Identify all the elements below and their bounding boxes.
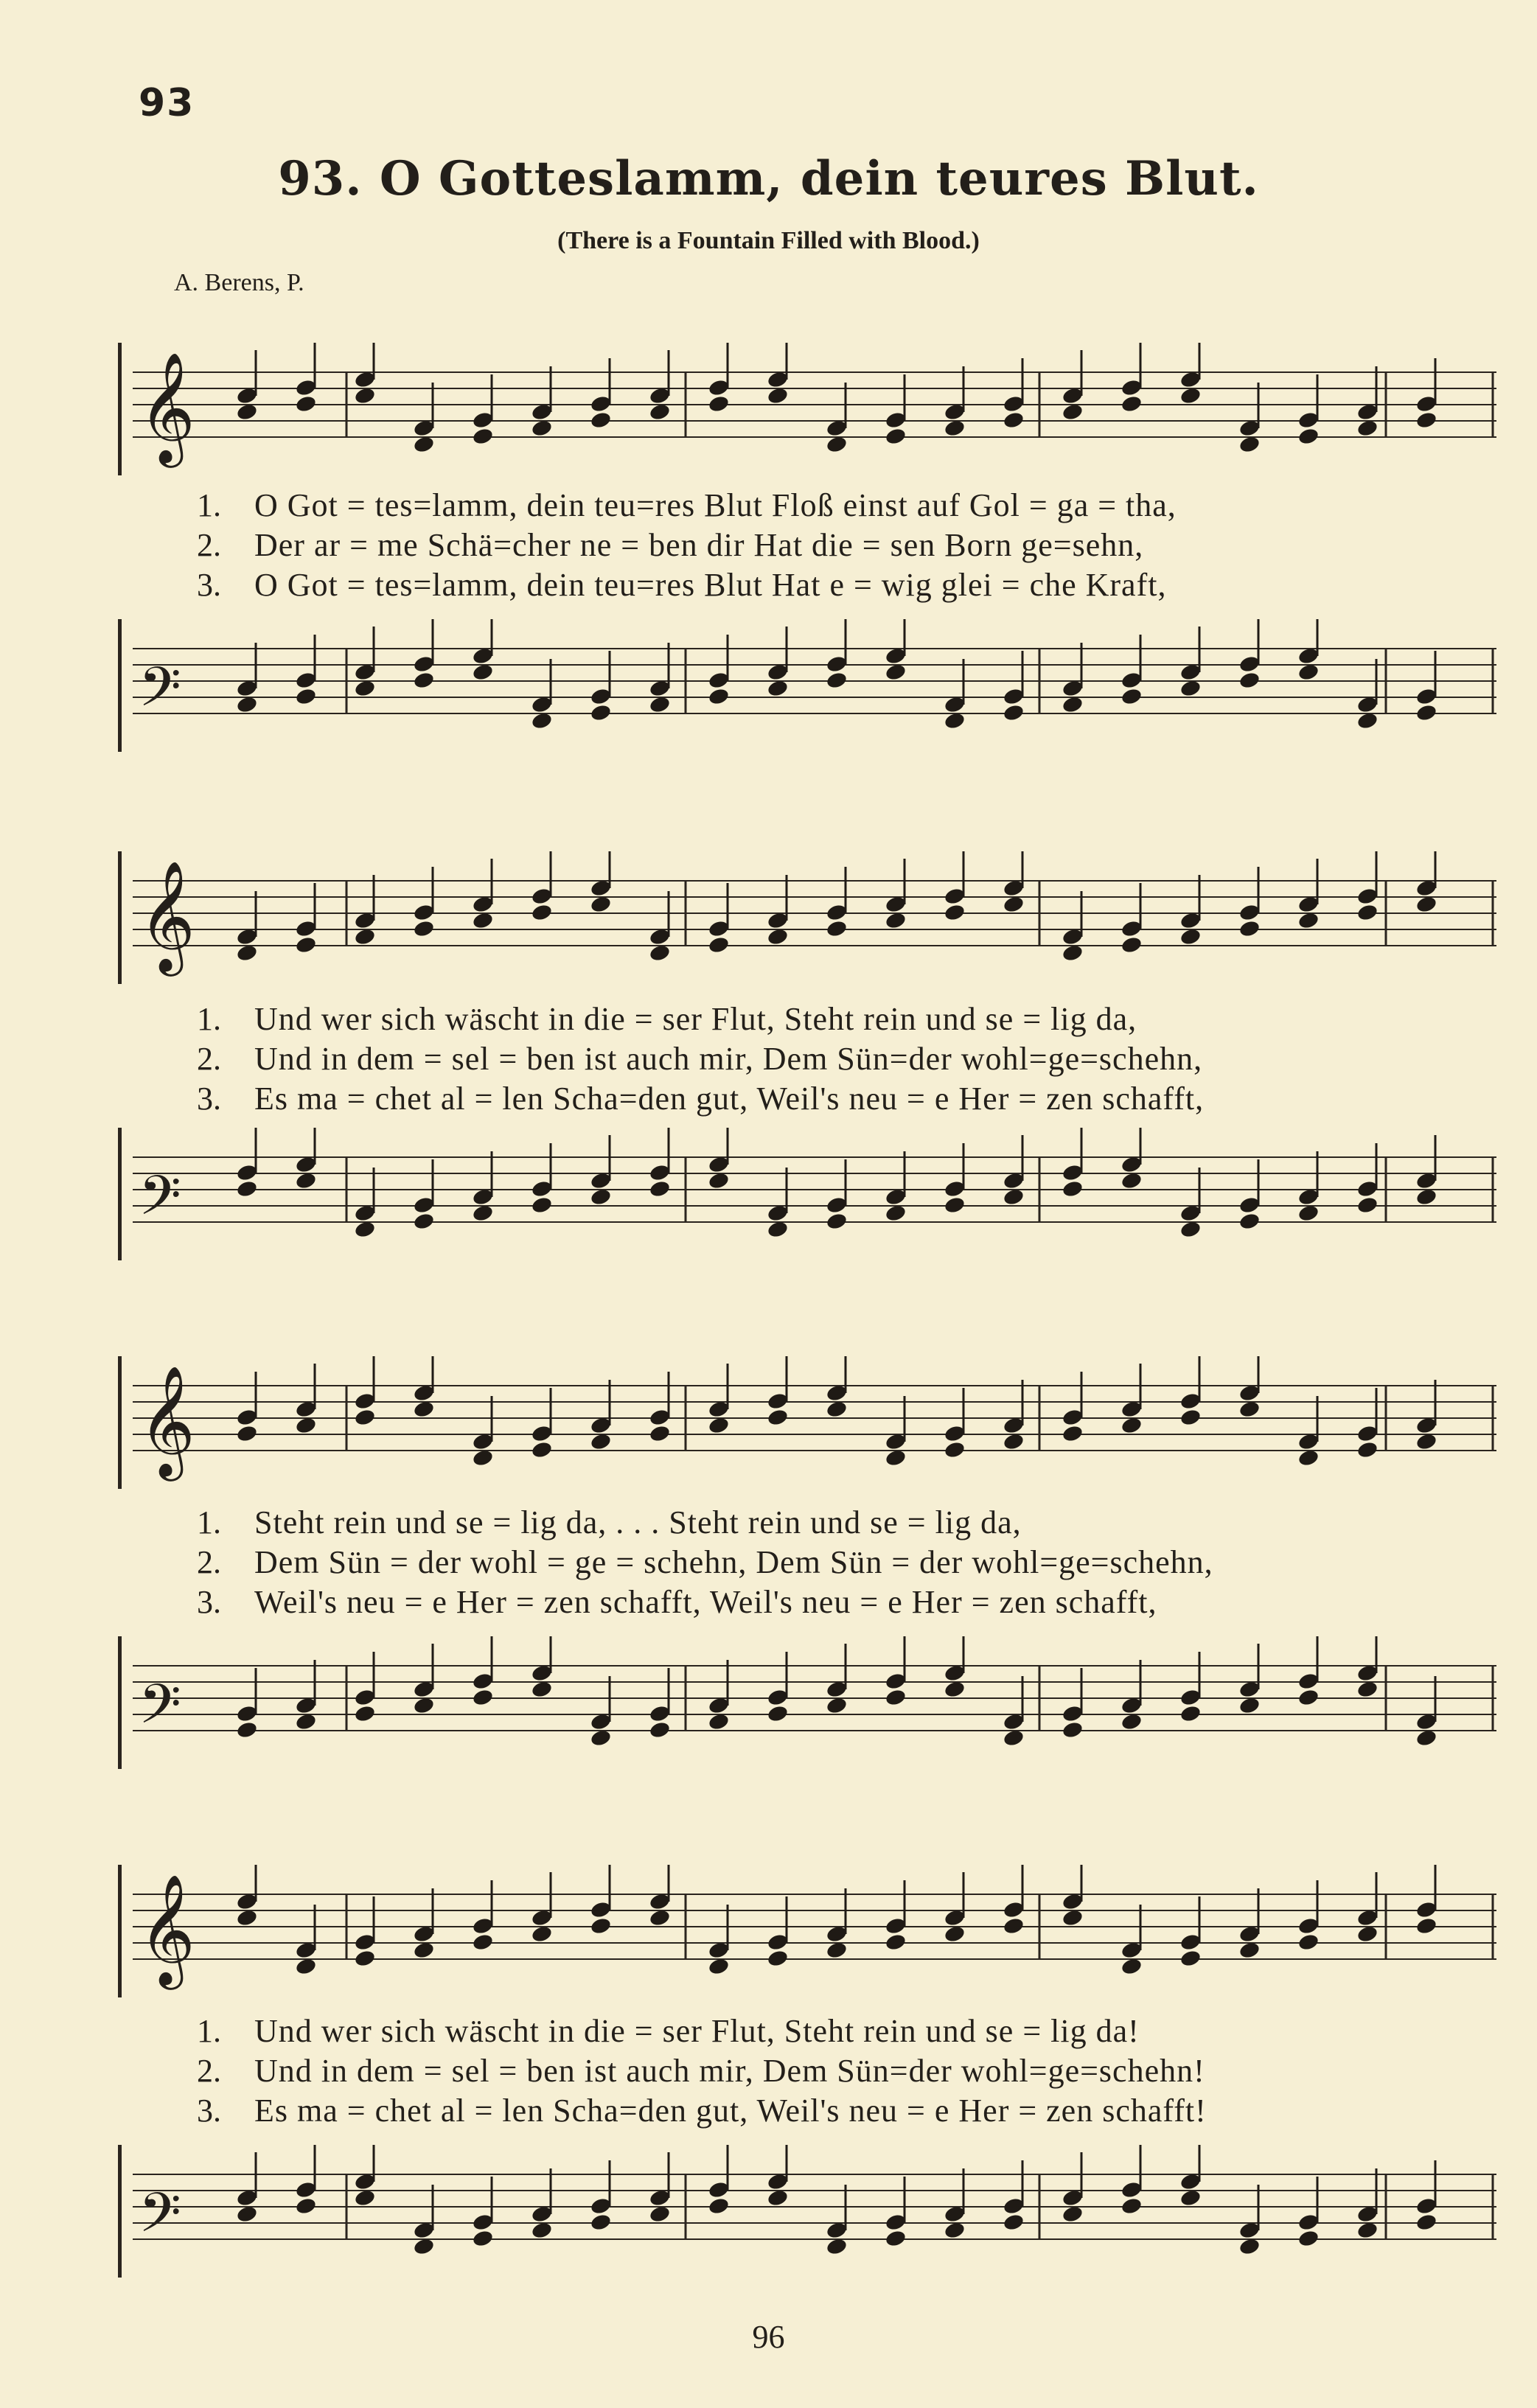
note-head [1179, 1704, 1202, 1723]
note-head [472, 1688, 495, 1707]
verse-number: 1. [197, 1504, 221, 1540]
note-head [472, 1933, 495, 1952]
verse-text: Und in dem = sel = ben ist auch mir, Dem Sün=der wohl=ge=schehn! [254, 2053, 1205, 2089]
note-head [590, 1916, 613, 1936]
note-head [236, 1424, 259, 1443]
footer-page-number: 96 [752, 2319, 785, 2355]
note-head [826, 919, 848, 938]
note-head [1003, 411, 1025, 430]
verse-text: Und wer sich wäscht in die = ser Flut, Steht rein und se = lig da, [254, 1001, 1137, 1037]
note-head [944, 1196, 966, 1215]
treble-staff [118, 851, 1504, 984]
note-head [354, 1704, 377, 1723]
note-head [1356, 1196, 1379, 1215]
note-head [472, 2229, 495, 2248]
verse-number: 3. [197, 2093, 221, 2129]
note-head [413, 919, 436, 938]
note-head [767, 1949, 790, 1968]
verse-text: O Got = tes=lamm, dein teu=res Blut Hat e = wig glei = che Kraft, [254, 567, 1167, 603]
note-head [1120, 687, 1143, 706]
verse-text: Weil's neu = e Her = zen schafft, Weil's neu = e Her = zen schafft, [254, 1584, 1157, 1620]
note-head [1415, 703, 1438, 722]
note-head [1179, 1408, 1202, 1427]
note-head [1238, 671, 1261, 690]
note-head [1356, 1440, 1379, 1459]
verse-text: Es ma = chet al = len Scha=den gut, Weil's neu = e Her = zen schafft, [254, 1081, 1205, 1117]
treble-staff [118, 1356, 1504, 1489]
music-system-3 [118, 1327, 1504, 1776]
treble-clef-icon: 𝄞 [139, 1873, 195, 1985]
note-head [944, 1440, 966, 1459]
verse-text: Und in dem = sel = ben ist auch mir, Dem Sün=der wohl=ge=schehn, [254, 1041, 1203, 1077]
music-system-4 [118, 1835, 1504, 2292]
verse-number: 3. [197, 1081, 221, 1117]
note-head [826, 671, 848, 690]
bass-staff [118, 619, 1504, 752]
treble-staff [118, 1865, 1504, 1997]
verse-number: 3. [197, 567, 221, 603]
bass-staff [118, 1636, 1504, 1769]
hymn-title: 93. O Gotteslamm, dein teures Blut. [278, 151, 1259, 206]
verse-number: 2. [197, 1544, 221, 1580]
page-number: 93 [139, 81, 195, 125]
note-head [295, 687, 318, 706]
note-head [295, 394, 318, 413]
note-head [236, 1720, 259, 1739]
note-head [708, 394, 731, 413]
bass-clef-icon: 𝄢 [139, 1164, 181, 1241]
note-head [590, 703, 613, 722]
note-head [1003, 2213, 1025, 2232]
verse-number: 1. [197, 1001, 221, 1037]
note-head [708, 2196, 731, 2216]
note-head [472, 427, 495, 446]
verse-text: Es ma = chet al = len Scha=den gut, Weil's neu = e Her = zen schafft! [254, 2093, 1207, 2129]
composer-credit: A. Berens, P. [174, 269, 304, 296]
verse-text: Und wer sich wäscht in die = ser Flut, Steht rein und se = lig da! [254, 2013, 1140, 2049]
bass-clef-icon: 𝄢 [139, 1672, 181, 1750]
note-head [531, 1440, 554, 1459]
note-head [413, 671, 436, 690]
note-head [590, 2213, 613, 2232]
note-head [885, 2229, 907, 2248]
verse-number: 1. [197, 487, 221, 523]
verse-number: 2. [197, 527, 221, 563]
note-head [1238, 919, 1261, 938]
note-head [885, 1688, 907, 1707]
verse-number: 2. [197, 2053, 221, 2089]
note-head [1415, 2213, 1438, 2232]
note-head [708, 687, 731, 706]
note-head [1003, 1916, 1025, 1936]
note-head [413, 1212, 436, 1231]
note-head [1297, 1933, 1320, 1952]
verse-text: Der ar = me Schä=cher ne = ben dir Hat die = sen Born ge=sehn, [254, 527, 1144, 563]
hymn-subtitle: (There is a Fountain Filled with Blood.) [557, 227, 980, 254]
note-head [1003, 703, 1025, 722]
note-head [295, 2196, 318, 2216]
note-head [236, 1179, 259, 1198]
music-system-1 [118, 313, 1504, 763]
note-head [1297, 1688, 1320, 1707]
note-head [885, 1933, 907, 1952]
note-head [1179, 1949, 1202, 1968]
note-head [885, 427, 907, 446]
treble-clef-icon: 𝄞 [139, 859, 195, 971]
note-head [649, 1720, 672, 1739]
verse-text: Steht rein und se = lig da, . . . Steht rein und se = lig da, [254, 1504, 1022, 1540]
note-head [1062, 1179, 1084, 1198]
note-head [649, 1424, 672, 1443]
treble-staff [118, 343, 1504, 475]
verse-text: O Got = tes=lamm, dein teu=res Blut Floß einst auf Gol = ga = tha, [254, 487, 1177, 523]
bass-clef-icon: 𝄢 [139, 2181, 181, 2258]
note-head [354, 1949, 377, 1968]
note-head [826, 1212, 848, 1231]
note-head [767, 1704, 790, 1723]
bass-staff [118, 1128, 1504, 1260]
note-head [590, 411, 613, 430]
note-head [1415, 1916, 1438, 1936]
treble-clef-icon: 𝄞 [139, 1364, 195, 1476]
note-head [295, 935, 318, 955]
bass-clef-icon: 𝄢 [139, 655, 181, 733]
note-head [1297, 2229, 1320, 2248]
note-head [708, 935, 731, 955]
bass-staff [118, 2145, 1504, 2278]
verse-text: Dem Sün = der wohl = ge = schehn, Dem Sün = der wohl=ge=schehn, [254, 1544, 1213, 1580]
note-head [1062, 1720, 1084, 1739]
note-head [1120, 2196, 1143, 2216]
note-head [1120, 394, 1143, 413]
verse-number: 1. [197, 2013, 221, 2049]
verse-number: 2. [197, 1041, 221, 1077]
note-head [1062, 1424, 1084, 1443]
treble-clef-icon: 𝄞 [139, 351, 195, 463]
note-head [944, 903, 966, 922]
note-head [1415, 411, 1438, 430]
note-head [767, 1408, 790, 1427]
note-head [531, 903, 554, 922]
note-head [1120, 935, 1143, 955]
verse-number: 3. [197, 1584, 221, 1620]
note-head [1297, 427, 1320, 446]
note-head [531, 1196, 554, 1215]
note-head [649, 1179, 672, 1198]
note-head [1356, 903, 1379, 922]
music-system-2 [118, 822, 1504, 1271]
note-head [1238, 1212, 1261, 1231]
note-head [354, 1408, 377, 1427]
